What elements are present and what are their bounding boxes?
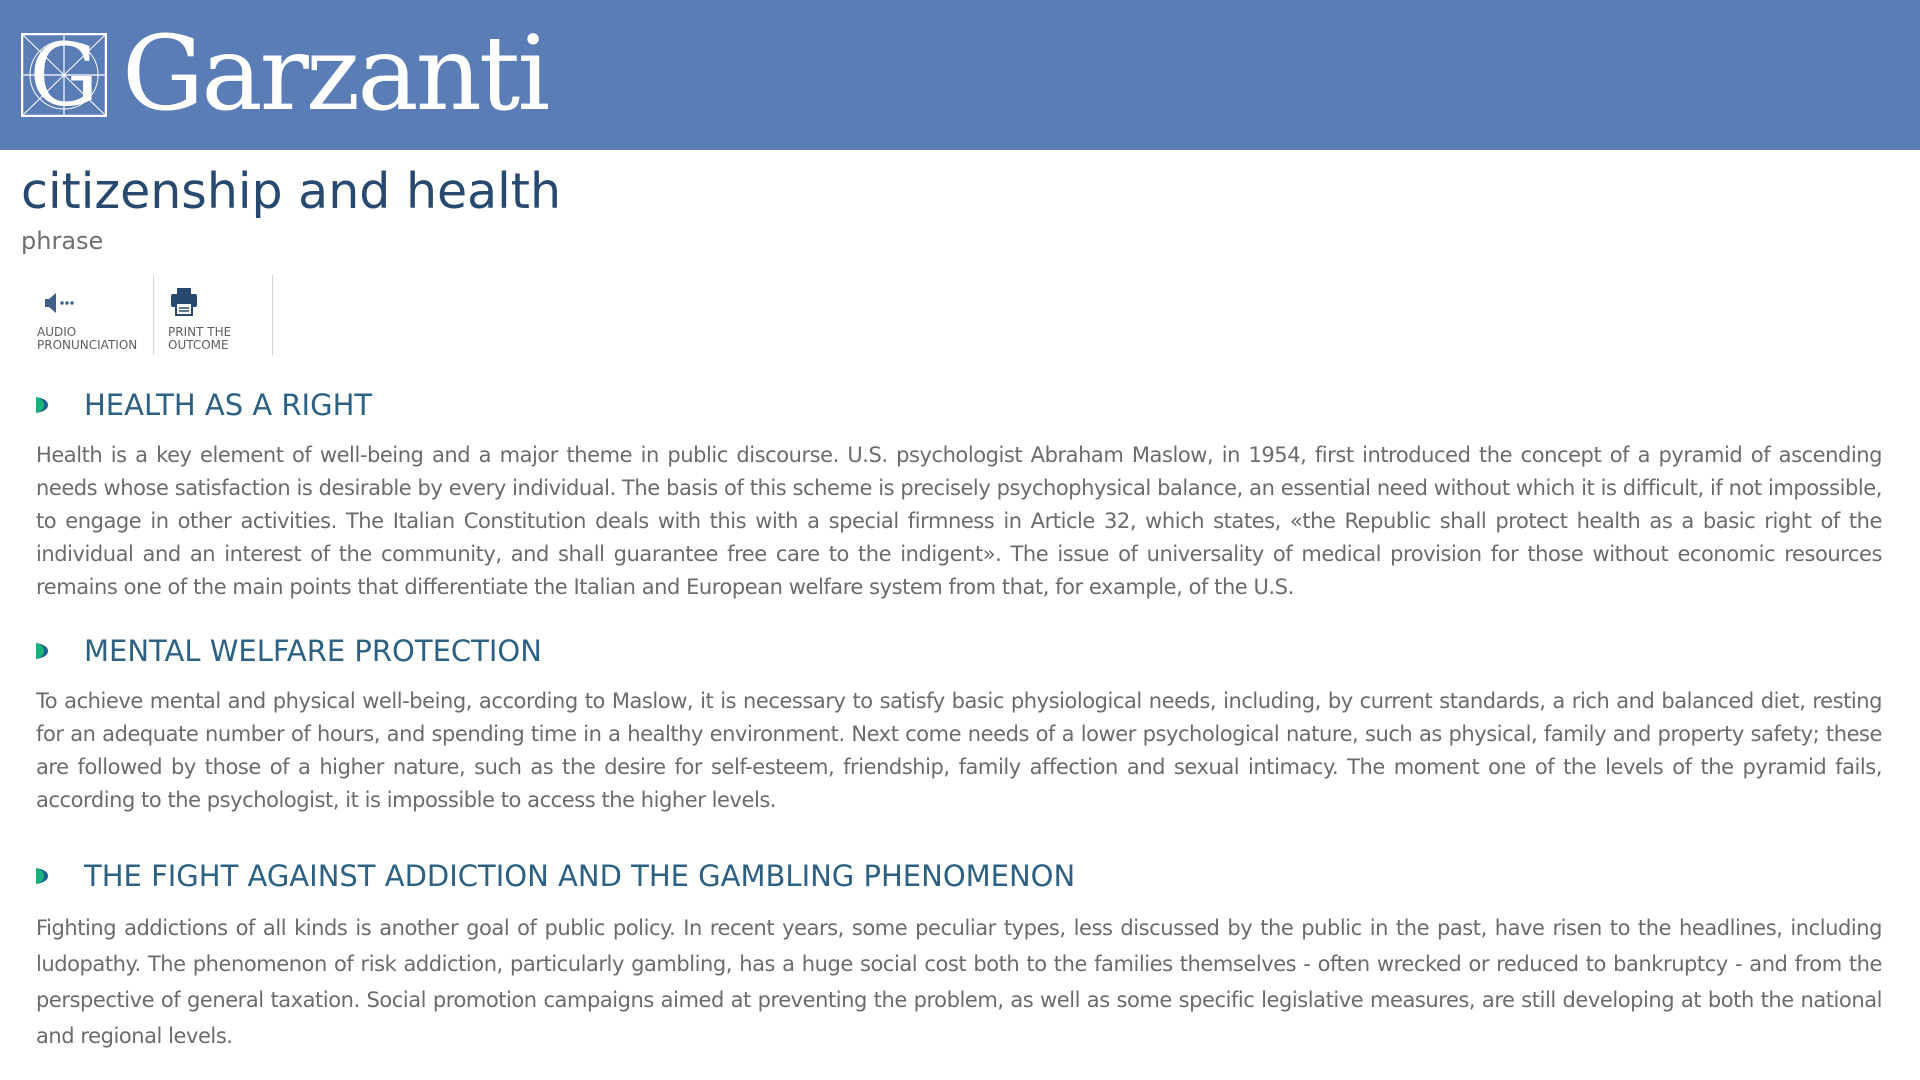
section-bullet-icon [36, 396, 48, 414]
part-of-speech: phrase [21, 227, 104, 255]
section-text: Health is a key element of well-being and a major theme in public discourse. U.S. psychologist Abraham Maslow, in 1954, first introduced the concept of a pyramid of ascending needs whose satisfaction is desirable by every individual. The basis of this scheme is precisely psychophysical balance, an essential need without which it is difficult, if not impossible, to engage in other activities. The Italian Constitution deals with this with a special firmness in Article 32, which states, «the Republic shall protect health as a basic right of the individual and an interest of the community, and shall guarantee free care to the indigent». The issue of universality of medical provision for those without economic resources remains one of the main points that differentiate the Italian and European welfare system from that, for example, of the U.S. [36, 443, 1882, 599]
site-header [0, 0, 1920, 150]
svg-text:G: G [29, 33, 99, 117]
entry-sections [36, 375, 1882, 1054]
section-title: THE FIGHT AGAINST ADDICTION AND THE GAMBLING PHENOMENON [84, 859, 1076, 893]
section-heading [36, 621, 1882, 681]
section-title: MENTAL WELFARE PROTECTION [84, 634, 542, 668]
section-text: To achieve mental and physical well-being, according to Maslow, it is necessary to satisfy basic physiological needs, including, by current standards, a rich and balanced diet, resting for an adequate number of hours, and spending time in a healthy environment. Next come needs of a lower psychological nature, such as physical, family and property safety; these are followed by those of a higher nature, such as the desire for self-esteem, friendship, family affection and sexual intimacy. The moment one of the levels of the pyramid fails, according to the psychologist, it is impossible to access the higher levels. [36, 689, 1882, 812]
audio-pronunciation-label: AUDIO PRONUNCIATION [37, 325, 138, 352]
section-heading [36, 846, 1882, 906]
entry-toolbar [30, 275, 273, 355]
section-mental-welfare-protection [36, 621, 1882, 817]
garzanti-logo-icon[interactable] [21, 33, 107, 117]
section-health-as-a-right [36, 375, 1882, 604]
entry-header [21, 160, 561, 256]
printer-icon [168, 284, 212, 320]
section-fight-against-addiction [36, 846, 1882, 1054]
speaker-icon [37, 284, 81, 320]
entry-title: citizenship and health [21, 163, 562, 220]
audio-pronunciation-button[interactable] [30, 275, 154, 355]
brand-name[interactable]: Garzanti [122, 14, 548, 134]
print-outcome-button[interactable] [154, 275, 273, 355]
section-bullet-icon [36, 867, 48, 885]
section-text: Fighting addictions of all kinds is another goal of public policy. In recent years, some peculiar types, less discussed by the public in the past, have risen to the headlines, including ludopathy. The phenomenon of risk addiction, particularly gambling, has a huge social cost both to the families themselves - often wrecked or reduced to bankruptcy - and from the perspective of general taxation. Social promotion campaigns aimed at preventing the problem, as well as some specific legislative measures, are still developing at both the national and regional levels. [36, 916, 1882, 1048]
section-heading [36, 375, 1882, 435]
section-title: HEALTH AS A RIGHT [84, 388, 373, 422]
print-outcome-label: PRINT THE OUTCOME [168, 325, 232, 352]
section-bullet-icon [36, 642, 48, 660]
